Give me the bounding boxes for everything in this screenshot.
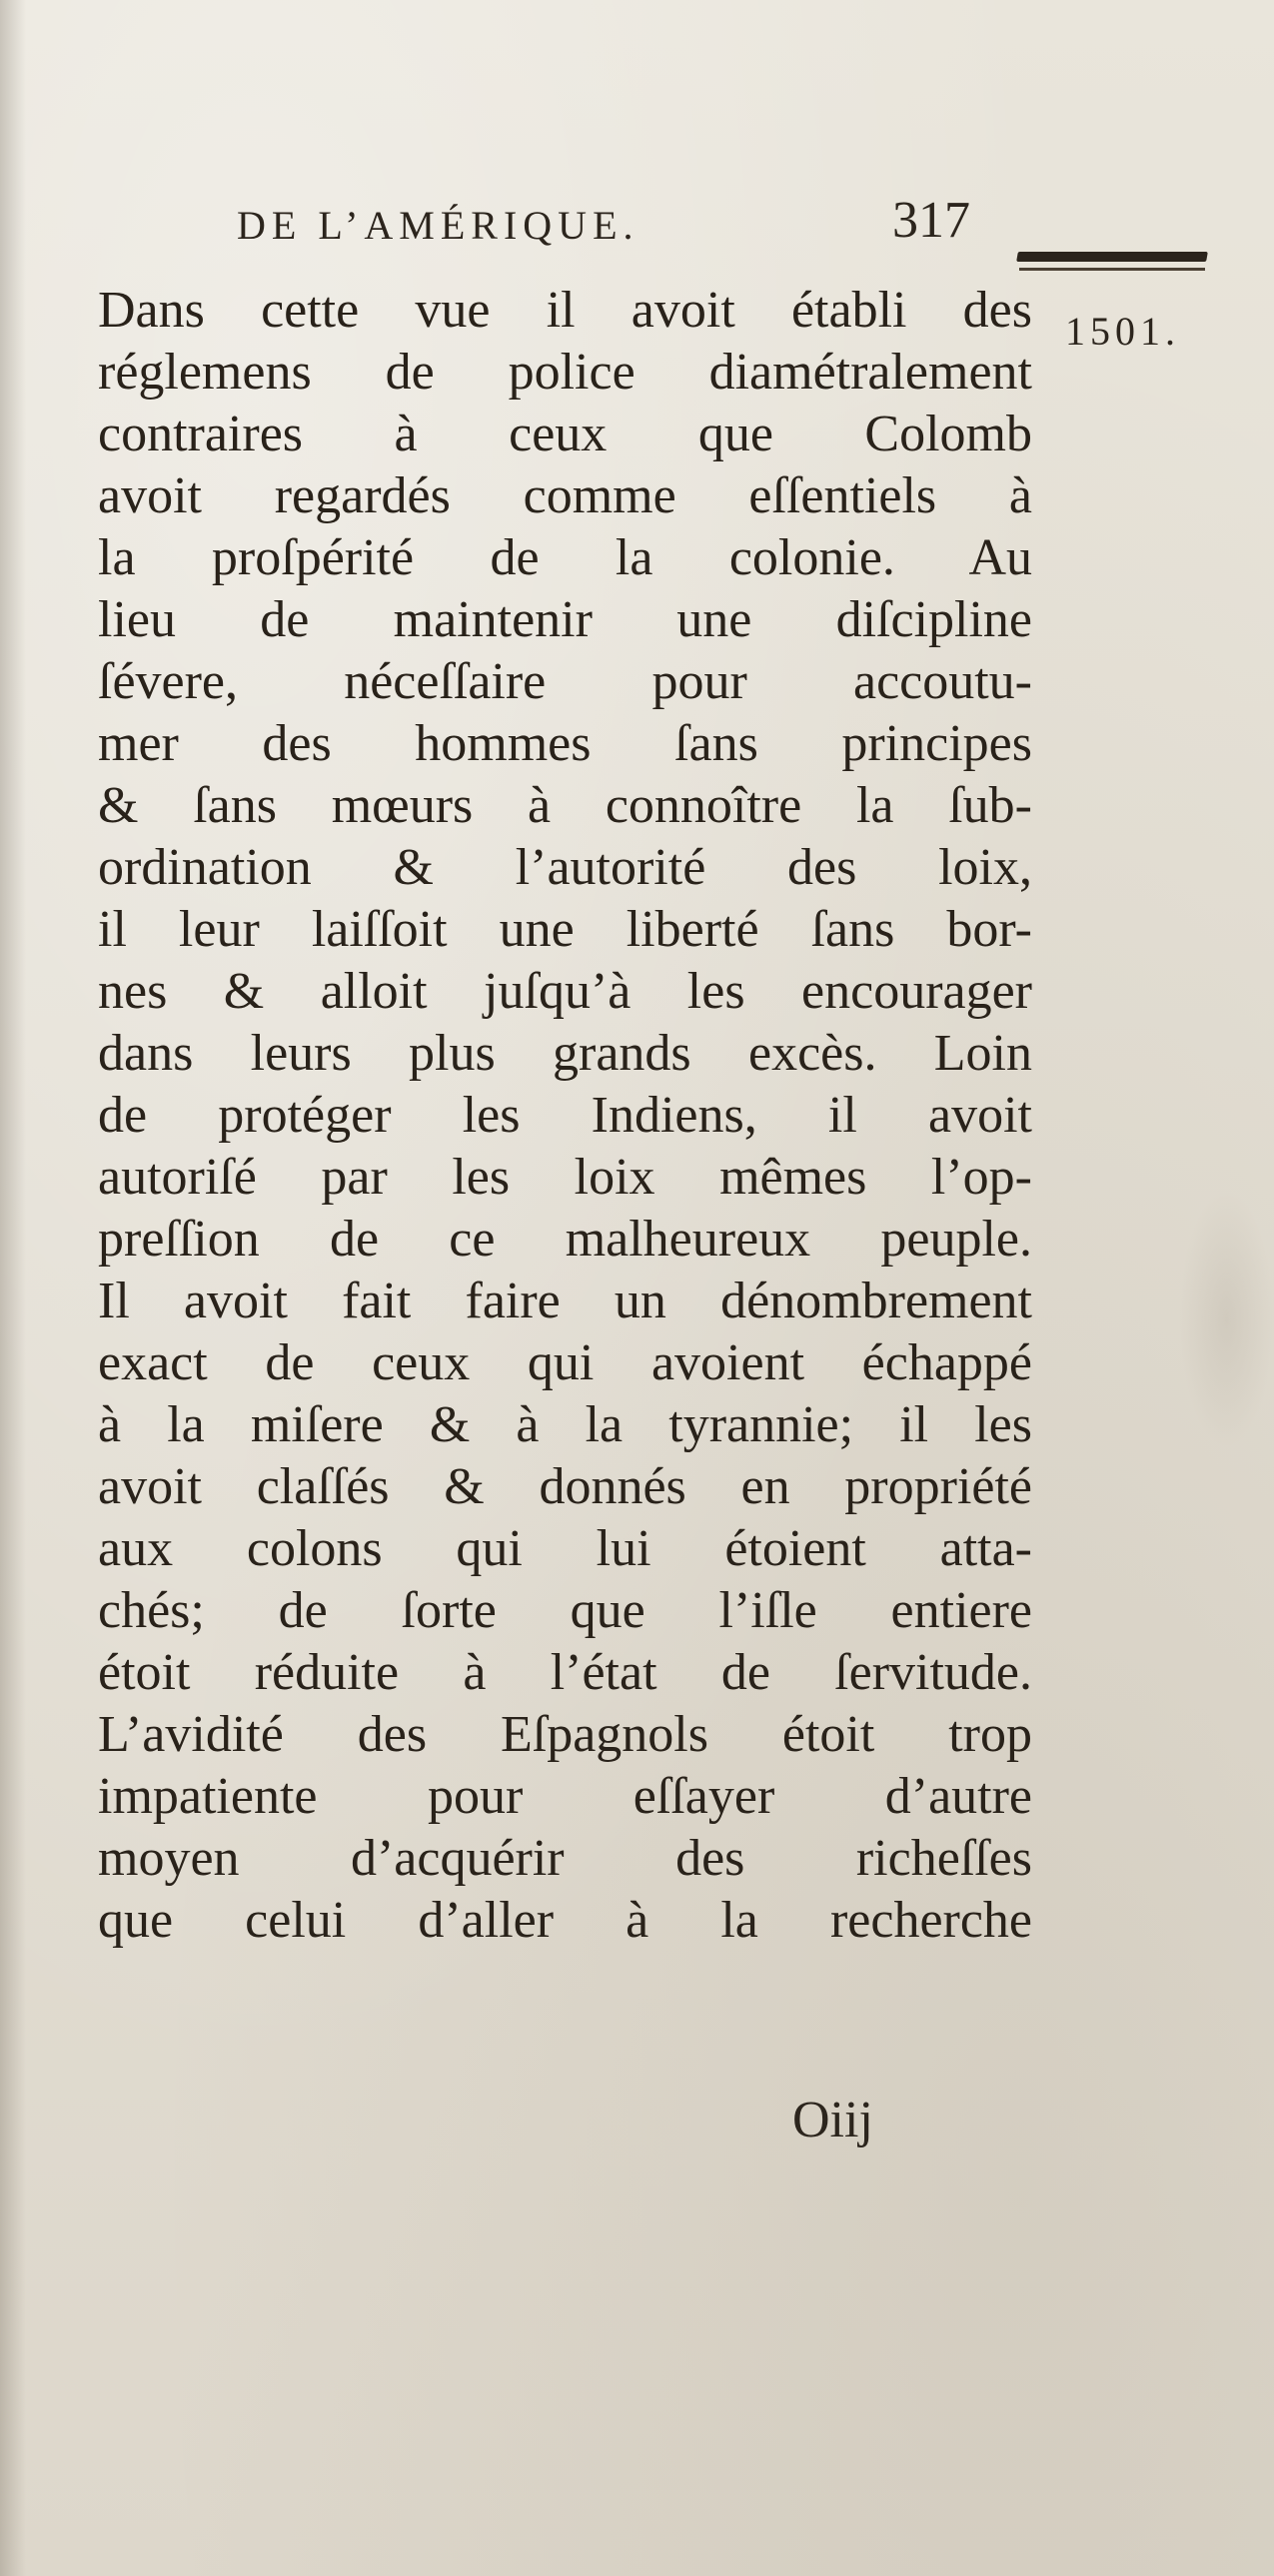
text-line: étoit réduite à l’état de ſervitude. [98, 1644, 1032, 1701]
text-line: la proſpérité de la colonie. Au [98, 529, 1032, 586]
text-line: preſſion de ce malheureux peuple. [98, 1211, 1032, 1268]
margin-rule [1016, 252, 1208, 262]
text-line: il leur laiſſoit une liberté ſans bor- [98, 901, 1032, 958]
text-line: ſévere, néceſſaire pour accoutu- [98, 653, 1032, 710]
text-line: contraires à ceux que Colomb [98, 406, 1032, 462]
text-line: impatiente pour eſſayer d’autre [98, 1768, 1032, 1825]
text-line: ordination & l’autorité des loix, [98, 839, 1032, 896]
text-line: aux colons qui lui étoient atta- [98, 1520, 1032, 1577]
text-line: Il avoit fait faire un dénombrement [98, 1273, 1032, 1329]
text-line: L’avidité des Eſpagnols étoit trop [98, 1706, 1032, 1763]
margin-year-note: 1501. [1065, 309, 1180, 354]
show-through-bleed [1179, 1189, 1274, 1448]
running-head: DE L’AMÉRIQUE. [237, 203, 639, 248]
text-line: lieu de maintenir une diſcipline [98, 591, 1032, 648]
text-line: nes & alloit juſqu’à les encourager [98, 963, 1032, 1020]
signature-mark: Oiij [792, 2092, 873, 2148]
gutter-shadow [0, 0, 26, 2576]
text-line: de protéger les Indiens, il avoit [98, 1087, 1032, 1144]
text-line: avoit claſſés & donnés en propriété [98, 1458, 1032, 1515]
text-line: dans leurs plus grands excès. Loin [98, 1025, 1032, 1082]
margin-rule-thin [1019, 268, 1205, 271]
text-line: avoit regardés comme eſſentiels à [98, 467, 1032, 524]
body-text [98, 280, 1032, 1952]
page-number: 317 [892, 192, 970, 249]
text-line: & ſans mœurs à connoître la ſub- [98, 777, 1032, 834]
text-line: que celui d’aller à la recherche [98, 1892, 1032, 1949]
text-line: autoriſé par les loix mêmes l’op- [98, 1149, 1032, 1206]
text-line: exact de ceux qui avoient échappé [98, 1334, 1032, 1391]
text-line: à la miſere & à la tyrannie; il les [98, 1396, 1032, 1453]
text-line: Dans cette vue il avoit établi des [98, 282, 1032, 339]
text-line: chés; de ſorte que l’iſle entiere [98, 1582, 1032, 1639]
text-line: réglemens de police diamétralement [98, 344, 1032, 401]
text-line: moyen d’acquérir des richeſſes [98, 1830, 1032, 1887]
text-line: mer des hommes ſans principes [98, 715, 1032, 772]
